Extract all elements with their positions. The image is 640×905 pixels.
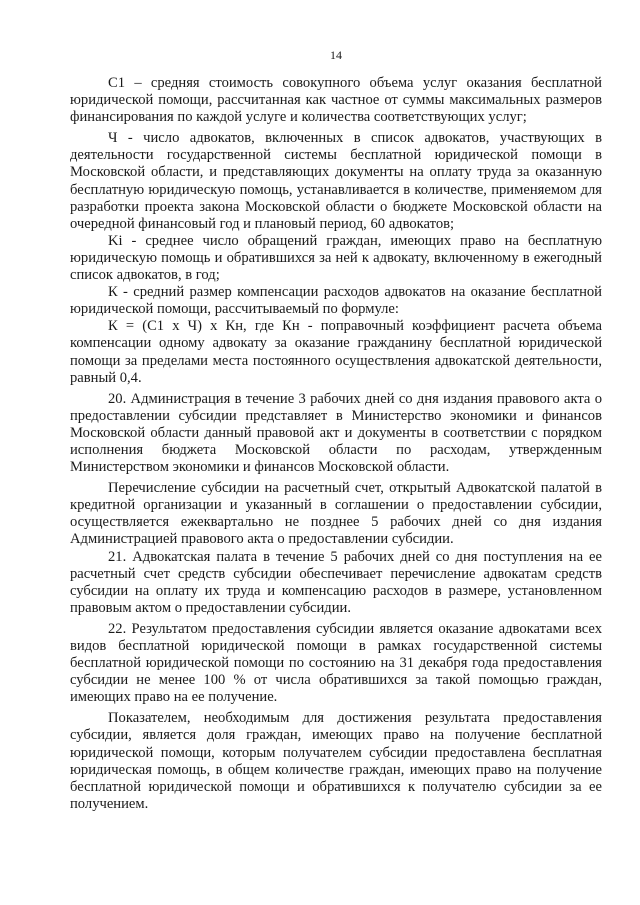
paragraph-ki-definition: Ki - среднее число обращений граждан, имеющих право на бесплатную юридическую помощь и обратившихся за ней к адвокату, включенному в ежегодный список адвокатов, в год; [70, 232, 602, 284]
paragraph-indicator: Показателем, необходимым для достижения результата предоставления субсидии, является доля граждан, имеющих право на получение бесплатной юридической помощи, которым получателем субсидии предоставлена бесплатная юридическая помощь, в общем количестве граждан, имеющих право на получение бесплатной юридической помощи и обратившихся к получателю субсидии за ее получением. [70, 710, 602, 812]
paragraph-k-definition: К - средний размер компенсации расходов адвокатов на оказание бесплатной юридической помощи, рассчитываемый по формуле: [70, 284, 602, 318]
paragraph-clause-20: 20. Администрация в течение 3 рабочих дней со дня издания правового акта о предоставлении субсидии представляет в Министерство экономики и финансов Московской области данный правовой акт и документы в соответствии с порядком исполнения бюджета Московской области по расходам, утвержденным Министерством экономики и финансов Московской области. [70, 390, 602, 476]
paragraph-ch-definition: Ч - число адвокатов, включенных в список адвокатов, участвующих в деятельности государственной системы бесплатной юридической помощи в Московской области, и представляющих документы на оплату труда за оказанную бесплатную юридическую помощь, устанавливается в количестве, применяемом для разработки проекта закона Московской области о бюджете Московской области на очередной финансовый год и плановый период, 60 адвокатов; [70, 130, 602, 232]
paragraph-clause-22: 22. Результатом предоставления субсидии является оказание адвокатами всех видов бесплатной юридической помощи в рамках государственной системы бесплатной юридической помощи по состоянию на 31 декабря года предоставления субсидии не менее 100 % от числа обратившихся за такой помощью граждан, имеющих право на ее получение. [70, 620, 602, 706]
document-body [70, 75, 602, 813]
paragraph-clause-21: 21. Адвокатская палата в течение 5 рабочих дней со дня поступления на ее расчетный счет средств субсидии обеспечивает перечисление адвокатам средств субсидии на оплату их труда и компенсацию расходов в размере, установленном правовым актом о предоставлении субсидии. [70, 548, 602, 616]
paragraph-k-formula: К = (С1 х Ч) х Кн, где Кн - поправочный коэффициент расчета объема компенсации одному адвокату за оказание гражданину бесплатной юридической помощи за пределами места постоянного осуществления адвокатской деятельности, равный 0,4. [70, 318, 602, 386]
paragraph-c1-definition: С1 – средняя стоимость совокупного объема услуг оказания бесплатной юридической помощи, рассчитанная как частное от суммы максимальных размеров финансирования по каждой услуге и количества соответствующих услуг; [70, 75, 602, 126]
paragraph-transfer-subsidy: Перечисление субсидии на расчетный счет, открытый Адвокатской палатой в кредитной организации и указанный в соглашении о предоставлении субсидии, осуществляется ежеквартально не позднее 5 рабочих дней со дня издания Администрацией правового акта о предоставлении субсидии. [70, 480, 602, 548]
page-number: 14 [330, 48, 342, 62]
